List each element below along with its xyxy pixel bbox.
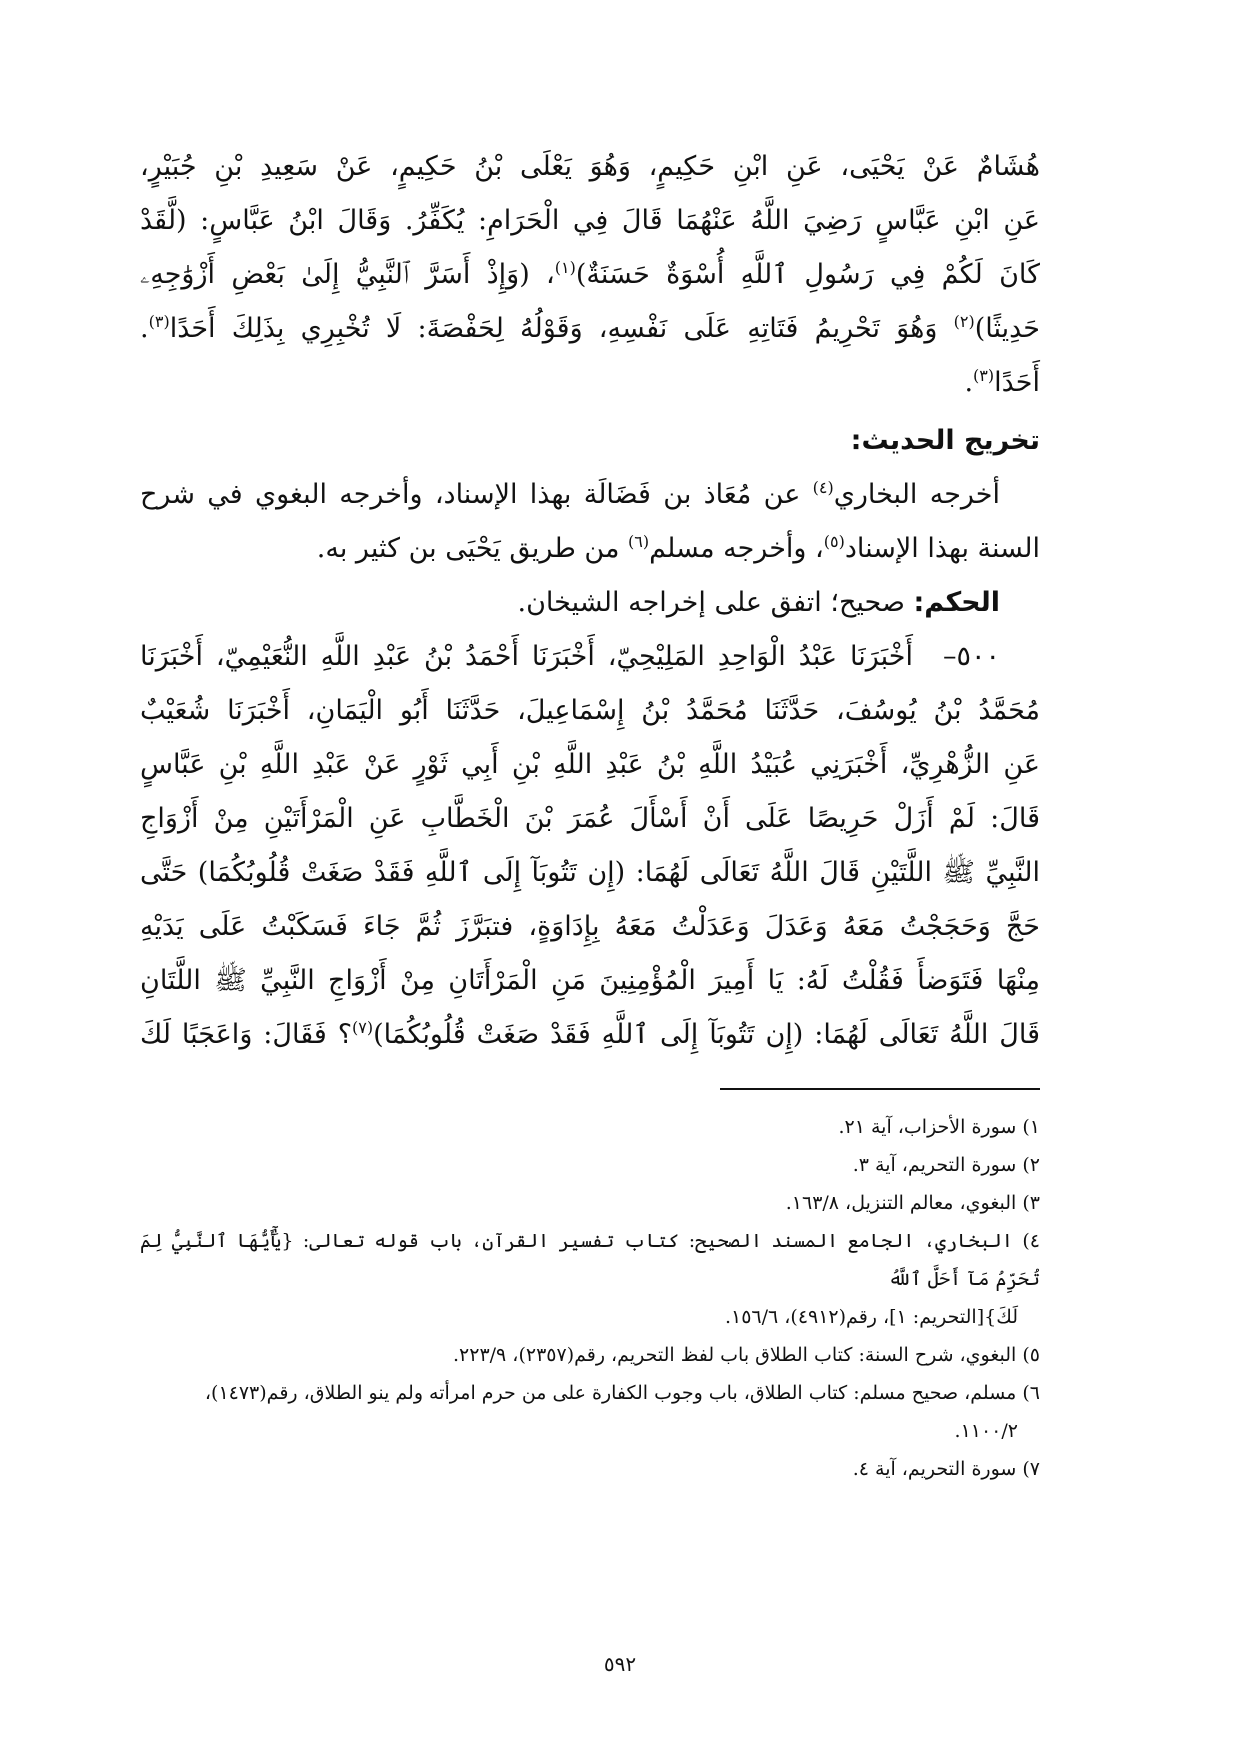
text-segment: وَهُوَ تَحْرِيمُ فَتَاتِهِ عَلَى نَفْسِهِ، وَقَوْلُهُ لِحَفْصَةَ: لَا تُخْبِرِي بِذَلِكَ أَحَدًا xyxy=(169,313,954,344)
text-line xyxy=(140,356,1040,410)
page-number: ٥٩٢ xyxy=(603,1652,637,1676)
footnote: ٣) البغوي، معالم التنزيل، ١٦٣/٨. xyxy=(785,1192,1040,1214)
text-segment: . xyxy=(964,367,974,398)
text-segment: عن مُعَاذ بن فَضَالَة بهذا الإسناد، وأخرجه البغوي في شرح السنة بهذا الإسناد xyxy=(140,479,1040,564)
footnote-ref: (٦) xyxy=(628,532,650,551)
text-segment: أَخْبَرَنَا عَبْدُ الْوَاحِدِ المَلِيْحِيّ، أَخْبَرَنَا أَحْمَدُ بْنُ عَبْدِ اللَّهِ النُّعَيْمِيّ، أَخْبَرَنَا xyxy=(140,641,913,672)
footnote-ref: (٧) xyxy=(352,1018,374,1037)
text-segment: ؟ فَقَالَ: وَاعَجَبًا لَكَ xyxy=(140,1019,353,1050)
hadith-line: عَنِ الزُّهْرِيِّ، أَخْبَرَنِي عُبَيْدُ اللَّهِ بْنُ عَبْدِ اللَّهِ بْنِ أَبِي ثَوْرٍ عَنْ عَبْدِ اللَّهِ بْنِ عَبَّاسٍ xyxy=(140,749,1040,780)
footnote-ref: (٣) xyxy=(973,366,995,385)
text-line: هُشَامٌ عَنْ يَحْيَى، عَنِ ابْنِ حَكِيمٍ، وَهُوَ يَعْلَى بْنُ حَكِيمٍ، عَنْ سَعِيدِ بْنِ جُبَيْرٍ، xyxy=(140,151,1040,182)
text-line xyxy=(140,248,1040,302)
hadith-line xyxy=(140,1008,1040,1062)
hadith-line: حَجَّ وَحَجَجْتُ مَعَهُ وَعَدَلَ وَعَدَلْتُ مَعَهُ بِإِدَاوَةٍ، فتبَرَّزَ ثُمَّ جَاءَ فَسَكَبْتُ عَلَى يَدَيْهِ xyxy=(140,911,1040,942)
text-segment: . xyxy=(140,313,149,344)
footnote-ref: (٣) xyxy=(148,312,170,331)
hadith-line: النَّبِيِّ ﷺ اللَّتَيْنِ قَالَ اللَّهُ تَعَالَى لَهُمَا: (إِن تَتُوبَآ إِلَى ٱللَّهِ فَقَدْ صَغَتْ قُلُوبُكُمَا) حَتَّى xyxy=(140,857,1040,888)
footnotes xyxy=(140,1108,1040,1488)
quran-quote: ، (وَإِذْ أَسَرَّ ٱلنَّبِيُّ إِلَىٰ بَعْضِ أَزْوَٰجِهِۦ xyxy=(140,259,555,290)
footnote-ref: (٢) xyxy=(953,312,975,331)
text-segment: أَحَدًا xyxy=(994,367,1040,398)
hukm-line xyxy=(140,576,1040,630)
text-segment: ، وأخرجه مسلم xyxy=(649,533,824,564)
footnote: ٧) سورة التحريم، آية ٤. xyxy=(852,1458,1040,1480)
footnote-ref: (٤) xyxy=(812,478,834,497)
hadith-line: مُحَمَّدُ بْنُ يُوسُفَ، حَدَّثَنَا مُحَمَّدُ بْنُ إِسْمَاعِيلَ، حَدَّثَنَا أَبُو الْيَمَانِ، أَخْبَرَنَا شُعَيْبٌ xyxy=(140,695,1040,726)
quran-quote: كَانَ لَكُمْ فِي رَسُولِ ٱللَّهِ أُسْوَةٌ حَسَنَةٌ) xyxy=(575,259,1040,290)
quran-quote: حَدِيثًا) xyxy=(974,313,1040,344)
footnote: ٢) سورة التحريم، آية ٣. xyxy=(852,1154,1040,1176)
footnote-continuation: لَكَ}[التحريم: ١]، رقم(٤٩١٢)، ١٥٦/٦. xyxy=(724,1306,1018,1328)
footnote-continuation: ١١٠٠/٢. xyxy=(954,1420,1018,1442)
takhrij-paragraph xyxy=(140,468,1040,576)
text-segment: من طريق يَحْيَى بن كثير به. xyxy=(316,533,628,564)
footnote-ref: (١) xyxy=(554,258,576,277)
text-line xyxy=(140,302,1040,356)
hukm-text: صحيح؛ اتفق على إخراجه الشيخان. xyxy=(517,587,914,618)
hadith-number: ٥٠٠– xyxy=(942,641,1000,672)
text-line: عَنِ ابْنِ عَبَّاسٍ رَضِيَ اللَّهُ عَنْهُمَا قَالَ فِي الْحَرَامِ: يُكَفِّرُ. وَقَالَ ابْنُ عَبَّاسٍ: (لَّقَدْ xyxy=(140,205,1040,236)
footnote: ٤) البخاري، الجامع المسند الصحيح: كتاب تفسير القرآن، باب قوله تعالى: {يَٰٓأَيُّهَا ٱلنَّبِيُّ لِمَ تُحَرِّمُ مَآ أَحَلَّ ٱللَّهُ xyxy=(140,1230,1040,1290)
hadith-line: مِنْهَا فَتَوَضأَ فَقُلْتُ لَهُ: يَا أَمِيرَ الْمُؤْمِنِينَ مَنِ الْمَرْأَتَانِ مِنْ أَزْوَاجِ النَّبِيِّ ﷺ اللَّتَانِ xyxy=(140,965,1040,996)
footnote: ١) سورة الأحزاب، آية ٢١. xyxy=(838,1116,1040,1138)
hukm-label: الحكم: xyxy=(913,587,1000,618)
footnote-separator xyxy=(720,1088,1040,1090)
hadith-line xyxy=(140,630,1040,684)
footnote: ٦) مسلم، صحيح مسلم: كتاب الطلاق، باب وجوب الكفارة على من حرم امرأته ولم ينو الطلاق، رقم(١٤٧٣)، xyxy=(204,1382,1040,1404)
text-segment: أخرجه البخاري xyxy=(833,479,1000,510)
main-text xyxy=(140,140,1040,1062)
text-segment: قَالَ اللَّهُ تَعَالَى لَهُمَا: (إِن تَتُوبَآ إِلَى ٱللَّهِ فَقَدْ صَغَتْ قُلُوبُكُمَا) xyxy=(373,1019,1040,1050)
footnote-ref: (٥) xyxy=(823,532,845,551)
hadith-line: قَالَ: لَمْ أَزَلْ حَرِيصًا عَلَى أَنْ أَسْأَلَ عُمَرَ بْنَ الْخَطَّابِ عَنِ الْمَرْأَتَيْنِ مِنْ أَزْوَاجِ xyxy=(140,803,1040,834)
footnote: ٥) البغوي، شرح السنة: كتاب الطلاق باب لفظ التحريم، رقم(٢٣٥٧)، ٢٢٣/٩. xyxy=(452,1344,1040,1366)
page-body xyxy=(140,140,1040,1488)
section-heading: تخريج الحديث: xyxy=(850,425,1040,456)
